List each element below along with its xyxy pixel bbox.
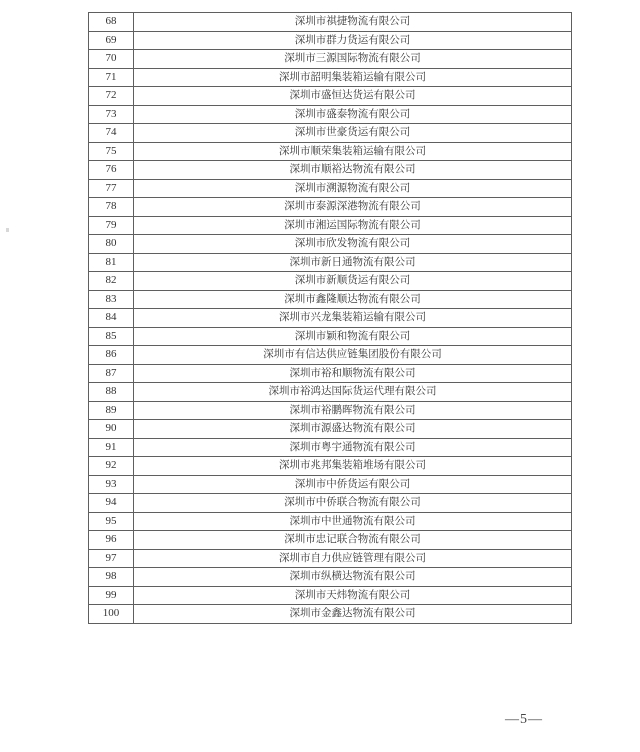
- table-row: [89, 586, 572, 605]
- table-row: [89, 142, 572, 161]
- company-list-table: [88, 12, 572, 624]
- row-number: 74: [89, 124, 134, 143]
- row-number: 86: [89, 346, 134, 365]
- row-number: 78: [89, 198, 134, 217]
- company-name: 深圳市盛恒达货运有限公司: [134, 87, 572, 106]
- row-number: 94: [89, 494, 134, 513]
- row-number: 97: [89, 549, 134, 568]
- table-row: [89, 549, 572, 568]
- row-number: 72: [89, 87, 134, 106]
- row-number: 95: [89, 512, 134, 531]
- company-name: 深圳市纵横达物流有限公司: [134, 568, 572, 587]
- company-name: 深圳市中侨货运有限公司: [134, 475, 572, 494]
- table-row: [89, 31, 572, 50]
- row-number: 80: [89, 235, 134, 254]
- row-number: 69: [89, 31, 134, 50]
- table-row: [89, 346, 572, 365]
- table-row: [89, 327, 572, 346]
- table-row: [89, 161, 572, 180]
- company-name: 深圳市湘运国际物流有限公司: [134, 216, 572, 235]
- table-row: [89, 605, 572, 624]
- table-row: [89, 531, 572, 550]
- row-number: 76: [89, 161, 134, 180]
- row-number: 85: [89, 327, 134, 346]
- table-row: [89, 457, 572, 476]
- table-row: [89, 179, 572, 198]
- company-name: 深圳市兆邦集装箱堆场有限公司: [134, 457, 572, 476]
- company-name: 深圳市裕鹏晖物流有限公司: [134, 401, 572, 420]
- company-name: 深圳市自力供应链管理有限公司: [134, 549, 572, 568]
- table-body: [89, 13, 572, 624]
- company-name: 深圳市盛泰物流有限公司: [134, 105, 572, 124]
- table-row: [89, 198, 572, 217]
- company-name: 深圳市顺裕达物流有限公司: [134, 161, 572, 180]
- table-row: [89, 309, 572, 328]
- row-number: 79: [89, 216, 134, 235]
- company-name: 深圳市裕和顺物流有限公司: [134, 364, 572, 383]
- row-number: 71: [89, 68, 134, 87]
- company-name: 深圳市颖和物流有限公司: [134, 327, 572, 346]
- table-row: [89, 438, 572, 457]
- table-row: [89, 475, 572, 494]
- table-row: [89, 124, 572, 143]
- row-number: 93: [89, 475, 134, 494]
- table-row: [89, 568, 572, 587]
- row-number: 83: [89, 290, 134, 309]
- scan-artifact: [6, 228, 9, 232]
- table-row: [89, 50, 572, 69]
- row-number: 82: [89, 272, 134, 291]
- table-row: [89, 290, 572, 309]
- company-name: 深圳市泰源深港物流有限公司: [134, 198, 572, 217]
- company-name: 深圳市群力货运有限公司: [134, 31, 572, 50]
- table-row: [89, 216, 572, 235]
- row-number: 98: [89, 568, 134, 587]
- table-row: [89, 235, 572, 254]
- table-row: [89, 383, 572, 402]
- company-name: 深圳市鑫隆顺达物流有限公司: [134, 290, 572, 309]
- company-name: 深圳市顺荣集装箱运输有限公司: [134, 142, 572, 161]
- table-row: [89, 13, 572, 32]
- row-number: 68: [89, 13, 134, 32]
- table-row: [89, 105, 572, 124]
- table-row: [89, 401, 572, 420]
- company-name: 深圳市有信达供应链集团股份有限公司: [134, 346, 572, 365]
- table-row: [89, 253, 572, 272]
- company-name: 深圳市新顺货运有限公司: [134, 272, 572, 291]
- company-name: 深圳市祺捷物流有限公司: [134, 13, 572, 32]
- row-number: 90: [89, 420, 134, 439]
- company-name: 深圳市天炜物流有限公司: [134, 586, 572, 605]
- row-number: 96: [89, 531, 134, 550]
- row-number: 99: [89, 586, 134, 605]
- company-name: 深圳市金鑫达物流有限公司: [134, 605, 572, 624]
- table-row: [89, 272, 572, 291]
- row-number: 70: [89, 50, 134, 69]
- row-number: 91: [89, 438, 134, 457]
- page-number: —5—: [505, 712, 543, 727]
- company-name: 深圳市中侨联合物流有限公司: [134, 494, 572, 513]
- row-number: 81: [89, 253, 134, 272]
- row-number: 84: [89, 309, 134, 328]
- table-row: [89, 512, 572, 531]
- company-name: 深圳市韶明集装箱运输有限公司: [134, 68, 572, 87]
- table-row: [89, 420, 572, 439]
- row-number: 92: [89, 457, 134, 476]
- row-number: 100: [89, 605, 134, 624]
- company-name: 深圳市新日通物流有限公司: [134, 253, 572, 272]
- table-row: [89, 494, 572, 513]
- row-number: 73: [89, 105, 134, 124]
- row-number: 77: [89, 179, 134, 198]
- row-number: 88: [89, 383, 134, 402]
- company-name: 深圳市兴龙集装箱运输有限公司: [134, 309, 572, 328]
- company-name: 深圳市三源国际物流有限公司: [134, 50, 572, 69]
- row-number: 75: [89, 142, 134, 161]
- company-name: 深圳市溯源物流有限公司: [134, 179, 572, 198]
- row-number: 89: [89, 401, 134, 420]
- company-name: 深圳市裕鸿达国际货运代理有限公司: [134, 383, 572, 402]
- company-name: 深圳市忠记联合物流有限公司: [134, 531, 572, 550]
- company-name: 深圳市欣发物流有限公司: [134, 235, 572, 254]
- company-name: 深圳市粤宇通物流有限公司: [134, 438, 572, 457]
- table-row: [89, 364, 572, 383]
- company-name: 深圳市世豪货运有限公司: [134, 124, 572, 143]
- company-name: 深圳市中世通物流有限公司: [134, 512, 572, 531]
- company-name: 深圳市源盛达物流有限公司: [134, 420, 572, 439]
- row-number: 87: [89, 364, 134, 383]
- table-row: [89, 87, 572, 106]
- table-row: [89, 68, 572, 87]
